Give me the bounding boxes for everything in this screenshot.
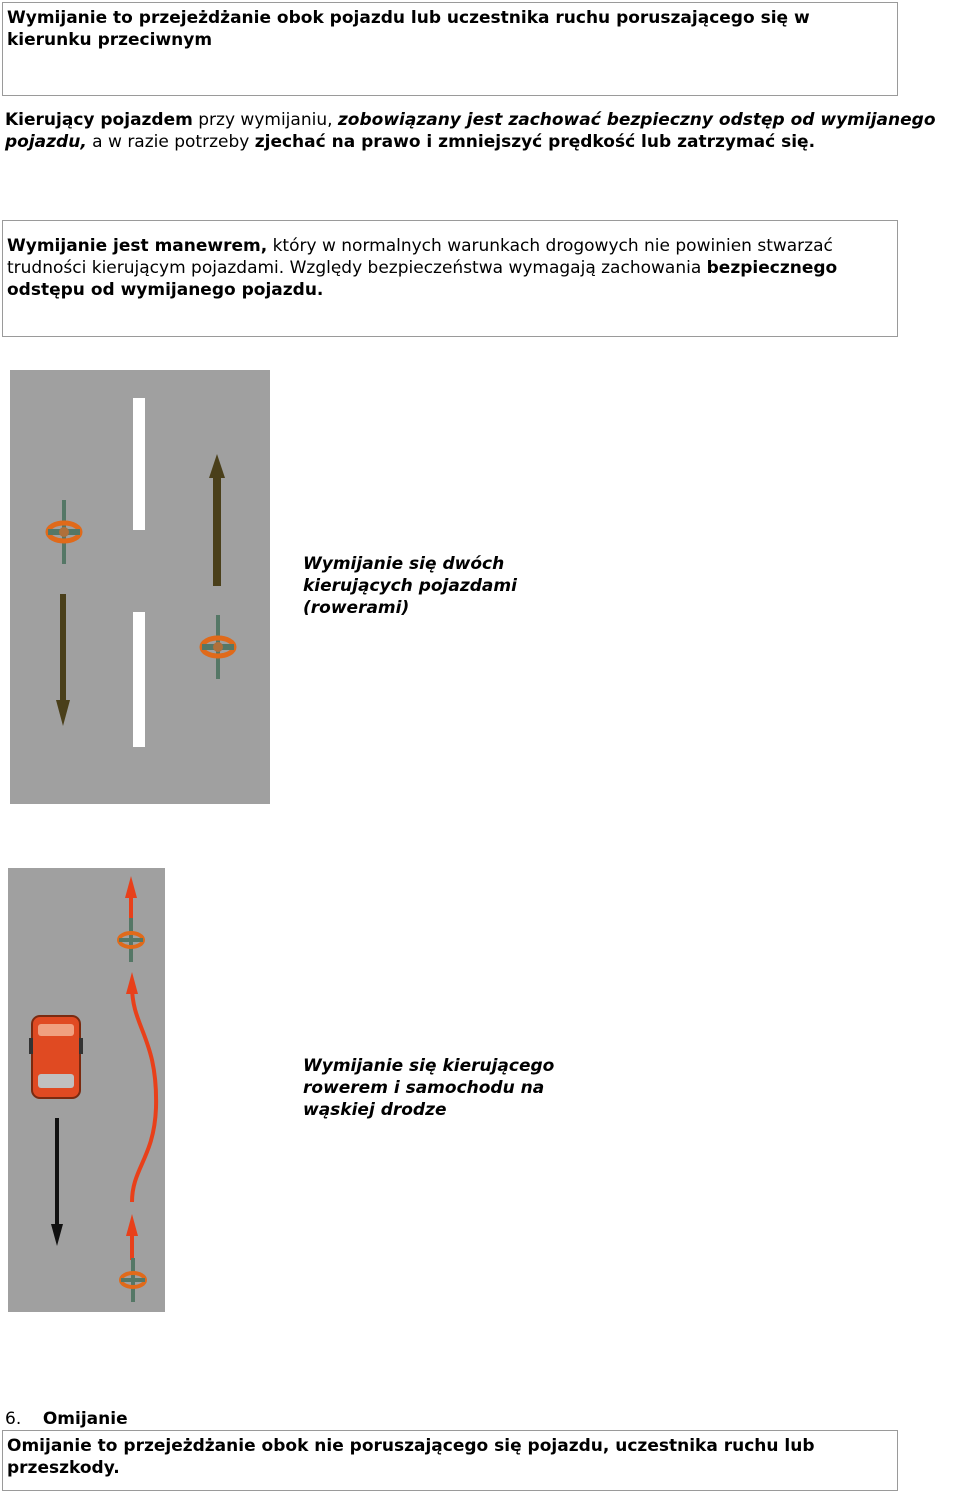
rule-subject: Kierujący pojazdem — [5, 110, 193, 130]
figure-two-cyclists — [10, 370, 270, 804]
definition-text: Omijanie to przejeżdżanie obok nie poruszającego się pojazdu, uczestnika ruchu lub przeszkody. — [7, 1436, 815, 1478]
definition-text: Wymijanie to przejeżdżanie obok pojazdu lub uczestnika ruchu poruszającego się w kierunku przeciwnym — [7, 8, 810, 50]
maneuver-emphasis: bezpiecznego odstępu od wymijanego pojazdu. — [7, 258, 838, 300]
rule-action: zjechać na prawo i zmniejszyć prędkość lub zatrzymać się. — [254, 132, 816, 152]
section-title: Omijanie — [42, 1409, 128, 1429]
rule-text-2: a w razie potrzeby — [86, 132, 255, 152]
lane-marking — [133, 612, 145, 747]
car-icon — [29, 1016, 83, 1098]
section-heading — [5, 1408, 128, 1430]
rule-obligation: zobowiązany jest zachować bezpieczny odstęp od wymijanego pojazdu, — [5, 110, 936, 152]
maneuver-text: który w normalnych warunkach drogowych nie powinien stwarzać trudności kierującym pojazdami. Względy bezpieczeństwa wymagają zachowania — [7, 236, 833, 278]
section-number: 6. — [5, 1409, 22, 1429]
maneuver-lead: Wymijanie jest manewrem, — [7, 236, 268, 256]
maneuver-info-box — [2, 220, 898, 337]
definition-box-overtaking-oncoming — [2, 2, 898, 96]
rule-text-1: przy wymijaniu, — [192, 110, 338, 130]
figure-cyclist-and-car — [8, 868, 165, 1312]
figure1-caption: Wymijanie się dwóch kierujących pojazdami (rowerami) — [303, 554, 517, 618]
figure2-caption: Wymijanie się kierującego rowerem i samochodu na wąskiej drodze — [303, 1056, 555, 1120]
definition-box-bypassing — [2, 1430, 898, 1491]
lane-marking — [133, 398, 145, 530]
rule-paragraph — [5, 109, 960, 153]
